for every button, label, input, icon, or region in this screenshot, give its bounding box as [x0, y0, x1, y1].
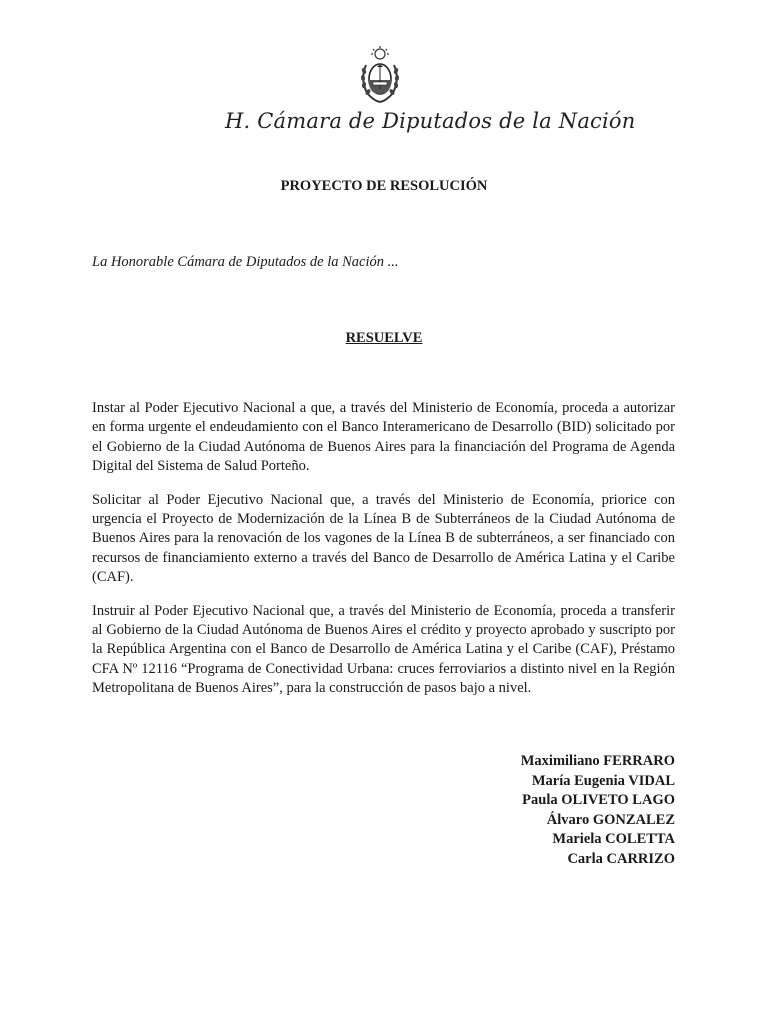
signatory: Maximiliano FERRARO: [520, 753, 675, 769]
signatory: Álvaro GONZALEZ: [546, 811, 675, 828]
intro-line: La Honorable Cámara de Diputados de la Nación ...: [92, 254, 399, 270]
argentine-coat-of-arms-icon: [358, 45, 402, 105]
signatory: María Eugenia VIDAL: [531, 772, 675, 789]
signatory: Carla CARRIZO: [567, 850, 675, 867]
resolution-paragraph: Instruir al Poder Ejecutivo Nacional que, a través del Ministerio de Economía, proceda a transferir al Gobierno de la Ciudad Autónoma de Buenos Aires el crédito y proyecto aprobado y suscripto por la República Argentina con el Banco de Desarrollo de América Latina y el Caribe (CAF), Préstamo CFA Nº 12116 “Programa de Conectividad Urbana: cruces ferroviarios a distinto nivel en la Región Metropolitana de Buenos Aires”, para la construcción de pasos bajo a nivel.: [92, 602, 675, 697]
document-title: PROYECTO DE RESOLUCIÓN: [280, 178, 488, 194]
chamber-name: H. Cámara de Diputados de la Nación: [225, 109, 636, 133]
resolution-paragraph: Solicitar al Poder Ejecutivo Nacional que, a través del Ministerio de Economía, priorice con urgencia el Proyecto de Modernización de la Línea B de Subterráneos de la Ciudad Autónoma de Buenos Aires para la renovación de los vagones de la Línea B de subterráneos, a ser financiado con recursos de financiamiento externo a través del Banco de Desarrollo de América Latina y el Caribe (CAF).: [92, 491, 675, 586]
letterhead: [225, 45, 636, 145]
resolution-body: [92, 399, 675, 713]
signatory: Paula OLIVETO LAGO: [522, 792, 675, 808]
resolution-paragraph: Instar al Poder Ejecutivo Nacional a que, a través del Ministerio de Economía, proceda a autorizar en forma urgente el endeudamiento con el Banco Interamericano de Desarrollo (BID) solicitado por el Gobierno de la Ciudad Autónoma de Buenos Aires para la financiación del Programa de Agenda Digital del Sistema de Salud Porteño.: [92, 400, 675, 475]
signatories-list: [521, 752, 675, 869]
signatory: Mariela COLETTA: [552, 831, 675, 847]
resolves-heading: RESUELVE: [345, 330, 423, 346]
